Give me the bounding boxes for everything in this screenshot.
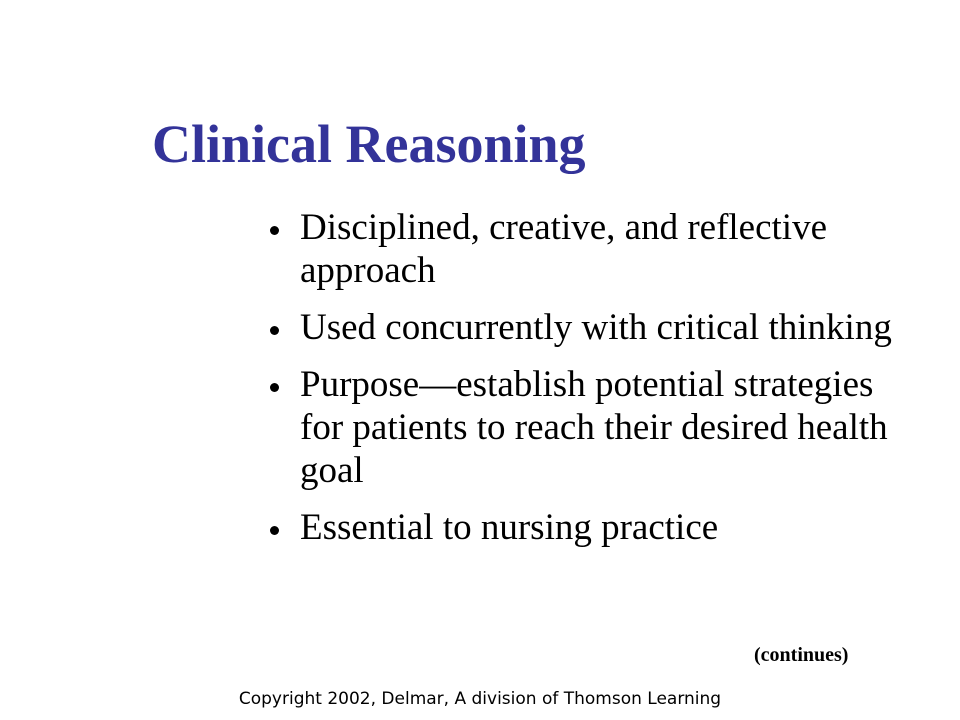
bullet-text: Used concurrently with critical thinking [300,307,892,348]
bullet-dot-icon [270,526,279,535]
bullet-list [264,206,924,563]
copyright-footer: Copyright 2002, Delmar, A division of Thomson Learning [238,689,722,709]
bullet-item [264,506,924,549]
continues-note: (continues) [754,644,849,666]
bullet-dot-icon [270,326,279,335]
bullet-dot-icon [270,383,279,392]
bullet-dot-icon [270,226,279,235]
slide-title: Clinical Reasoning [152,114,586,174]
bullet-item [264,363,924,492]
bullet-item [264,206,924,292]
bullet-text: Disciplined, creative, and reflective approach [300,207,827,291]
bullet-text: Purpose—establish potential strategies for patients to reach their desired health goal [300,364,888,491]
bullet-item [264,306,924,349]
bullet-text: Essential to nursing practice [300,507,719,548]
